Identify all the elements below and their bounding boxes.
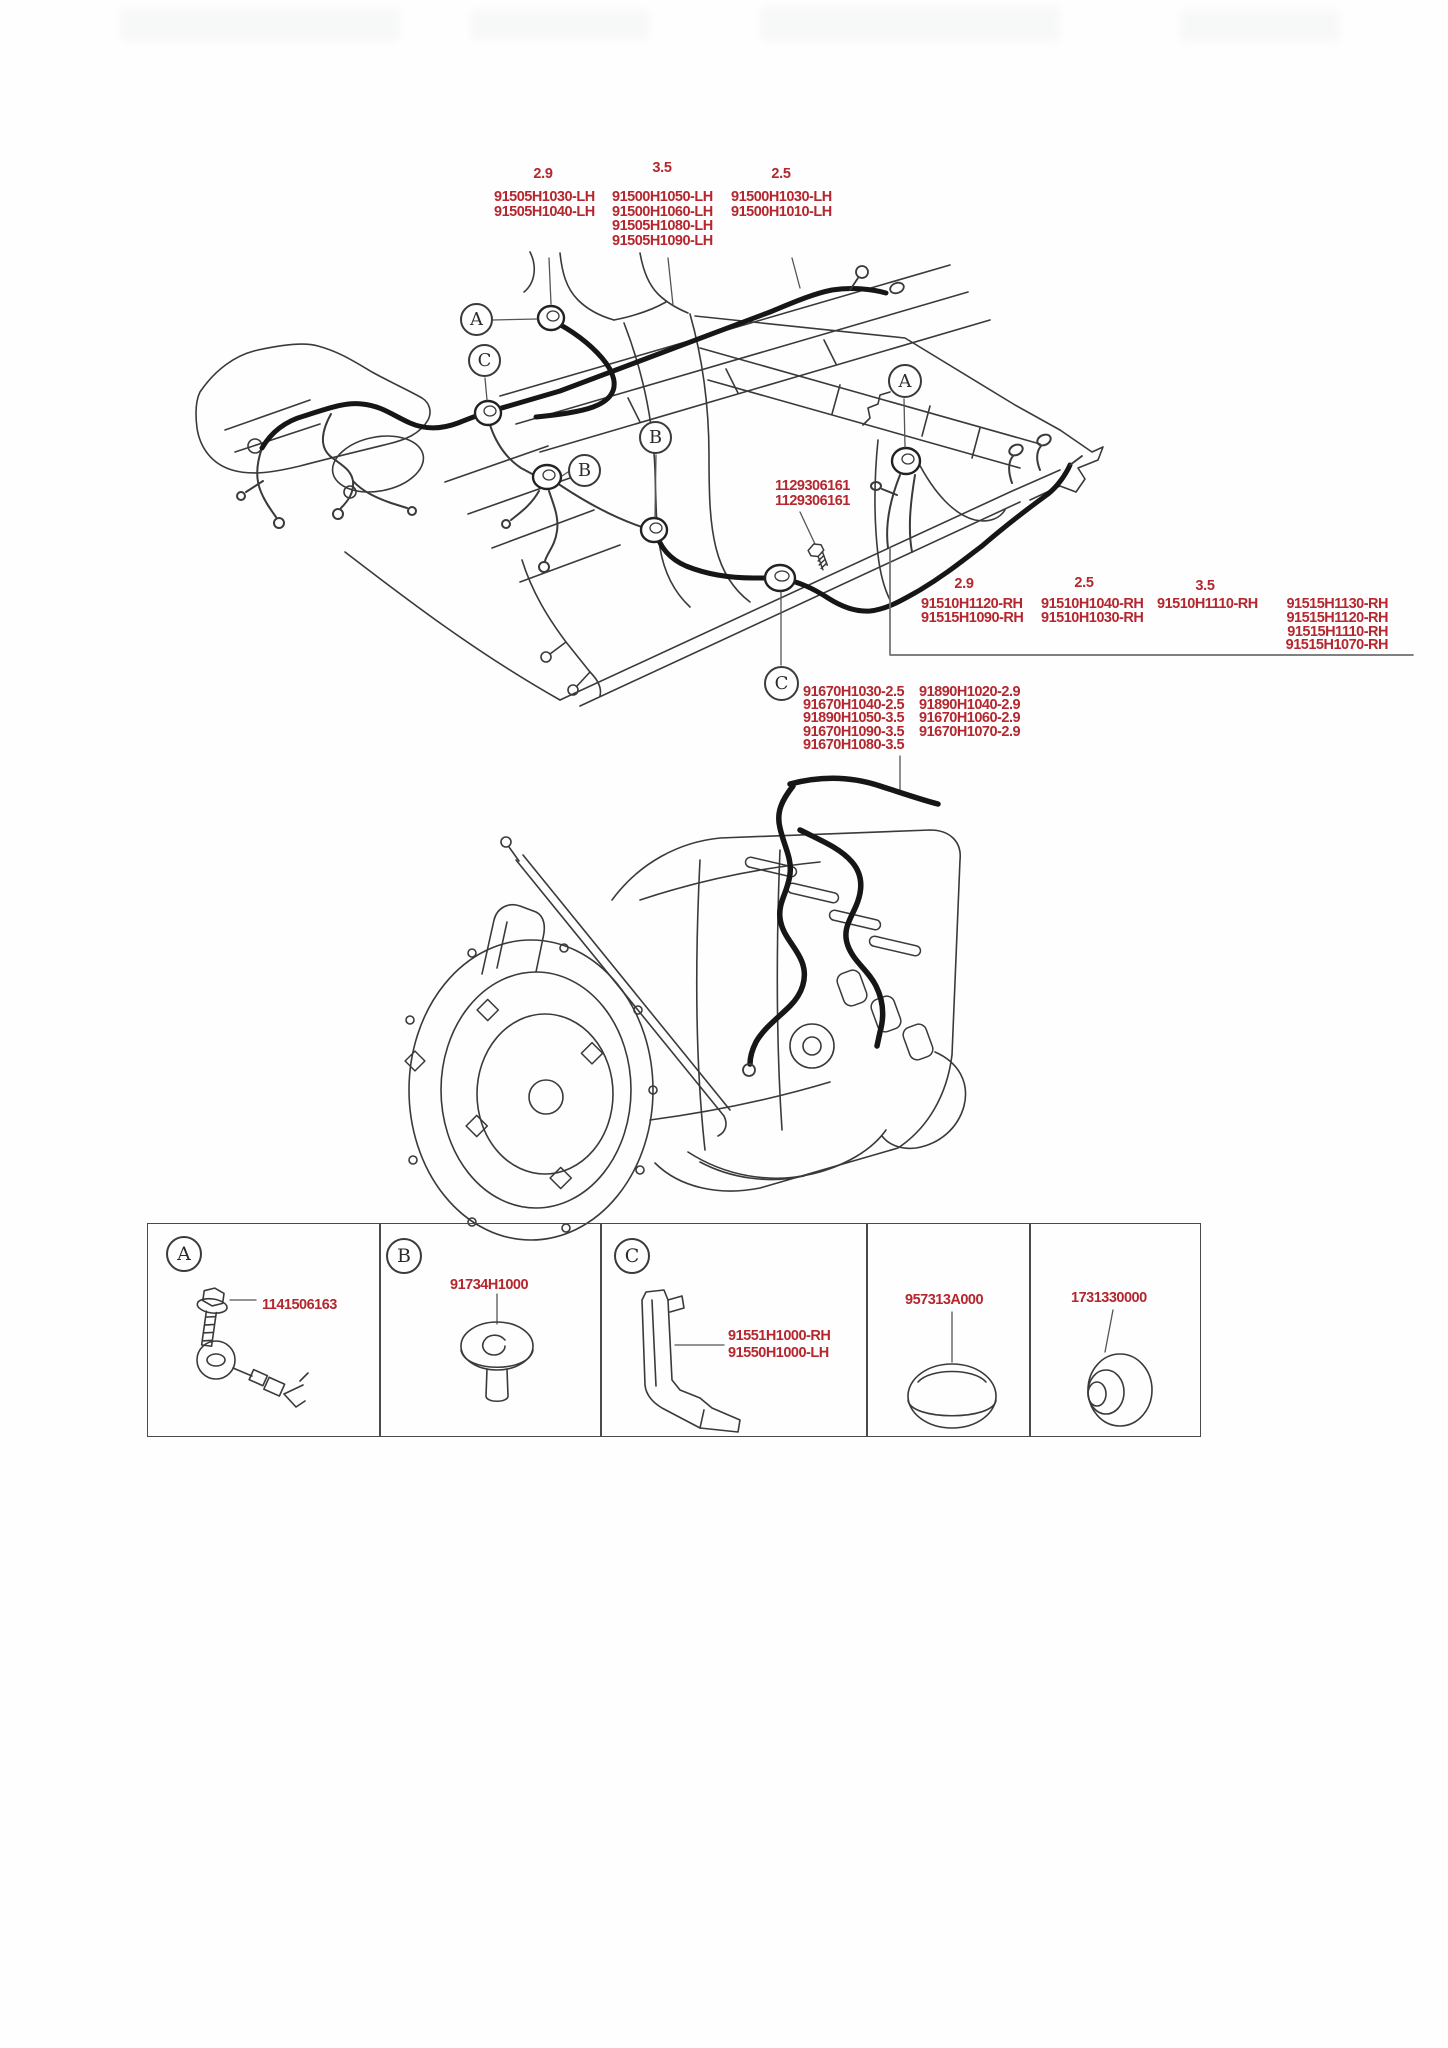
legend-divider-4 bbox=[1029, 1223, 1031, 1437]
top-header-2-9: 2.9 bbox=[533, 166, 553, 182]
top-labels-col3: 91500H1030-LH 91500H1010-LH bbox=[731, 189, 832, 220]
legend-divider-3 bbox=[866, 1223, 868, 1437]
legend-label-b: 91734H1000 bbox=[450, 1277, 529, 1293]
legend-divider-2 bbox=[600, 1223, 602, 1437]
callout-a-right: A bbox=[888, 364, 922, 398]
top-labels-col1: 91505H1030-LH 91505H1040-LH bbox=[494, 189, 595, 220]
top-labels-col2: 91500H1050-LH 91500H1060-LH 91505H1080-LH 91505H1090-LH bbox=[612, 189, 713, 249]
floor-pan bbox=[196, 252, 1103, 706]
dipstick bbox=[501, 837, 730, 1136]
right-header-2-5: 2.5 bbox=[1074, 575, 1094, 591]
right-labels-col3: 91510H1110-RH bbox=[1157, 596, 1258, 612]
callout-a-left: A bbox=[460, 303, 493, 336]
legend-table bbox=[147, 1223, 1201, 1437]
clip-bolt-icon bbox=[807, 541, 832, 571]
top-header-3-5: 3.5 bbox=[652, 160, 672, 176]
right-labels-col1: 91510H1120-RH 91515H1090-RH bbox=[921, 596, 1024, 626]
legend-label-plug: 957313A000 bbox=[905, 1292, 984, 1308]
callout-b-mid: B bbox=[639, 421, 672, 454]
callout-b-left: B bbox=[568, 454, 601, 487]
right-header-2-9: 2.9 bbox=[954, 576, 974, 592]
top-header-2-5: 2.5 bbox=[771, 166, 791, 182]
case-ribs bbox=[745, 856, 922, 956]
center-labels-col2: 91890H1020-2.9 91890H1040-2.9 91670H1060-2.9 91670H1070-2.9 bbox=[919, 684, 1021, 740]
legend-label-a: 1141506163 bbox=[262, 1297, 337, 1313]
legend-callout-b: B bbox=[386, 1238, 422, 1274]
callout-c-bottom: C bbox=[764, 666, 799, 701]
clip-part-label: 1129306161 1129306161 bbox=[775, 478, 850, 509]
legend-label-c: 91551H1000-RH 91550H1000-LH bbox=[728, 1328, 831, 1361]
right-header-3-5: 3.5 bbox=[1195, 578, 1215, 594]
legend-divider-1 bbox=[379, 1223, 381, 1437]
callout-c-left: C bbox=[468, 344, 501, 377]
legend-label-grommet: 1731330000 bbox=[1071, 1290, 1147, 1306]
legend-callout-a: A bbox=[166, 1236, 202, 1272]
legend-callout-c: C bbox=[614, 1238, 650, 1274]
center-labels-col1: 91670H1030-2.5 91670H1040-2.5 91890H1050-3.5 91670H1090-3.5 91670H1080-3.5 bbox=[803, 684, 905, 753]
bell-housing-slots bbox=[405, 999, 603, 1188]
right-labels-col4: 91515H1130-RH 91515H1120-RH 91515H1110-RH 91515H1070-RH bbox=[1285, 596, 1388, 654]
right-labels-col2: 91510H1040-RH 91510H1030-RH bbox=[1041, 596, 1144, 626]
